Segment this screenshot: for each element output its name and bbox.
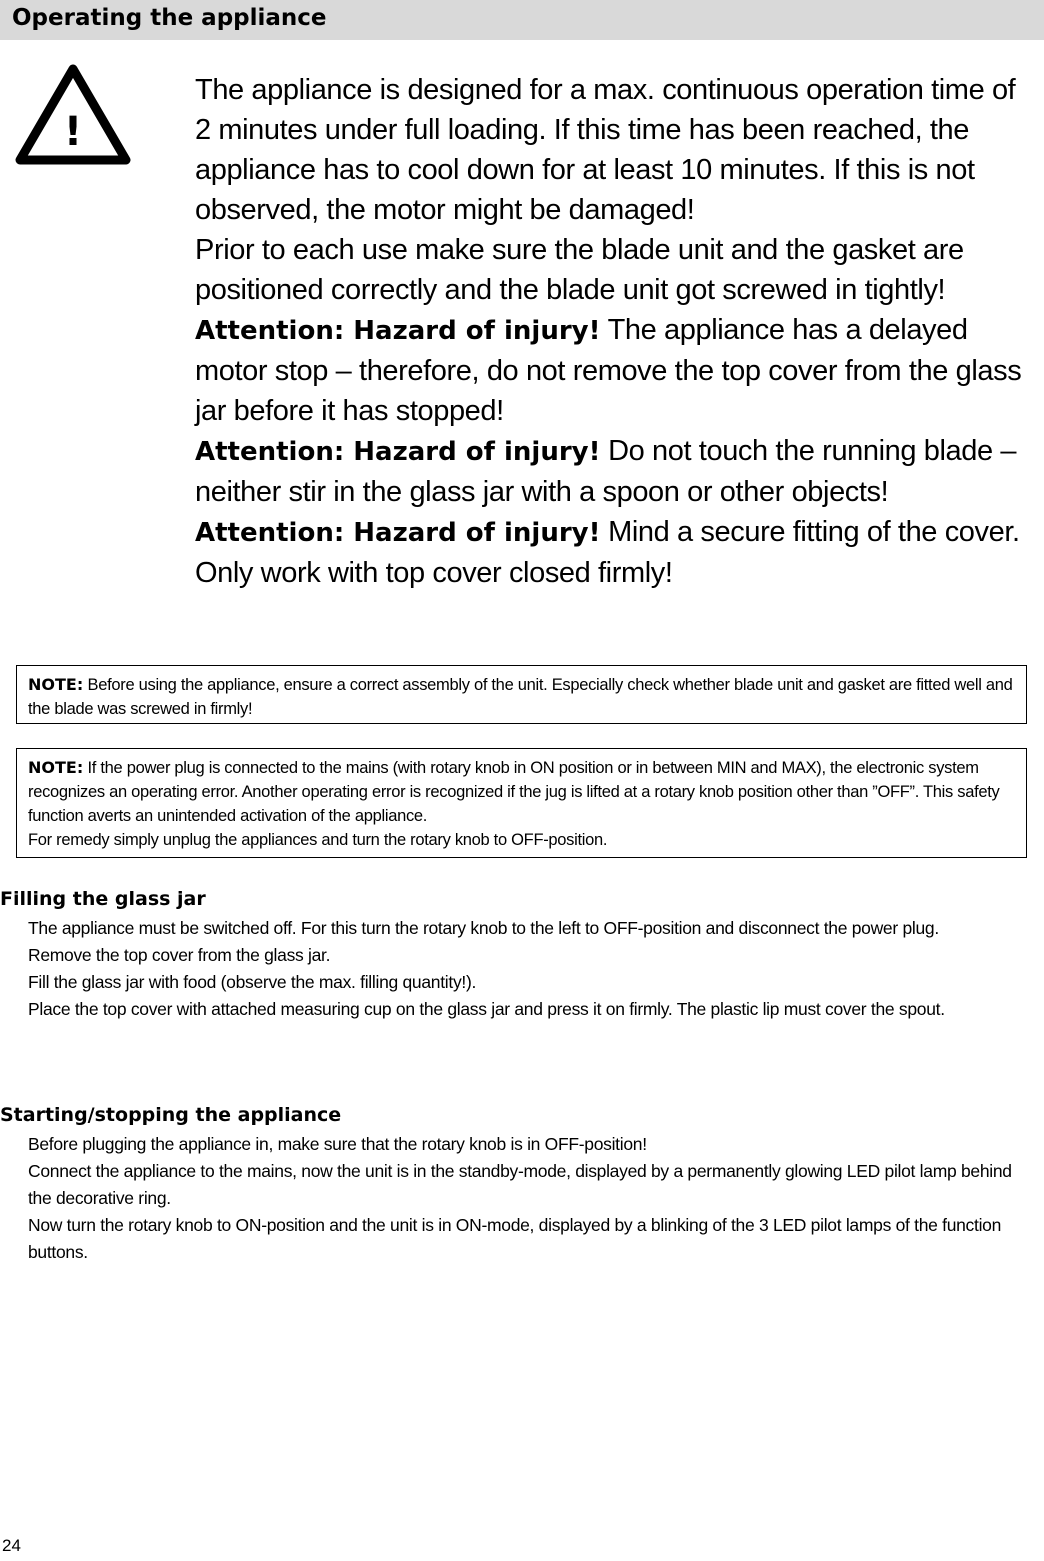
note-label: NOTE: [28,758,84,777]
warning-paragraph-delayed-stop [195,310,1035,431]
warning-paragraph-running-blade [195,431,1035,512]
page-title: Operating the appliance [12,5,327,31]
warning-paragraph-cover-fitting [195,512,1035,593]
attention-label: Attention: Hazard of injury! [195,316,601,346]
warning-text-block [195,70,1035,593]
starting-heading: Starting/stopping the appliance [0,1104,342,1126]
list-item: Connect the appliance to the mains, now the unit is in the standby-mode, displayed by a permanently glowing LED pilot lamp behind the decorative ring. [28,1161,1012,1208]
warning-paragraph-duty-cycle: The appliance is designed for a max. continuous operation time of 2 minutes under full loading. If this time has been reached, the appliance has to cool down for at least 10 minutes. If this is not observed, the motor might be damaged! [195,74,1016,226]
page-number: 24 [2,1536,21,1555]
list-item: Remove the top cover from the glass jar. [28,945,331,965]
warning-paragraph-assembly: Prior to each use make sure the blade unit and the gasket are positioned correctly and the blade unit got screwed in tightly! [195,234,964,306]
list-item: Now turn the rotary knob to ON-position and the unit is in ON-mode, displayed by a blinking of the 3 LED pilot lamps of the function buttons. [28,1215,1002,1262]
warning-triangle-icon [14,62,132,166]
warning-text: Do not touch the running blade – neither stir in the glass jar with a spoon or other objects! [195,435,1017,508]
note-text: If the power plug is connected to the mains (with rotary knob in ON position or in between MIN and MAX), the electronic system recognizes an operating error. Another operating error is recognized if the jug is lifted at a rotary knob position other than ”OFF”. This safety function averts an unintended activation of the appliance. [28,759,1000,825]
note-box-operating-error [16,748,1027,858]
note-box-assembly [16,665,1027,724]
note-text: Before using the appliance, ensure a correct assembly of the unit. Especially check whether blade unit and gasket are fitted well and the blade was screwed in firmly! [28,676,1013,718]
note-label: NOTE: [28,675,84,694]
warning-exclamation: ! [63,109,83,155]
starting-list [28,1131,1018,1266]
section-header-bar [0,0,1044,40]
warning-text: Mind a secure fitting of the cover. Only work with top cover closed firmly! [195,516,1020,589]
list-item: Place the top cover with attached measuring cup on the glass jar and press it on firmly. The plastic lip must cover the spout. [28,999,945,1019]
filling-list [28,915,1018,1023]
list-item: Before plugging the appliance in, make sure that the rotary knob is in OFF-position! [28,1134,647,1154]
warning-text: The appliance has a delayed motor stop – therefore, do not remove the top cover from the glass jar before it has stopped! [195,314,1022,427]
list-item: Fill the glass jar with food (observe the max. filling quantity!). [28,972,477,992]
filling-heading: Filling the glass jar [0,888,206,910]
list-item: The appliance must be switched off. For this turn the rotary knob to the left to OFF-position and disconnect the power plug. [28,918,939,938]
note-remedy-text: For remedy simply unplug the appliances and turn the rotary knob to OFF-position. [28,831,608,849]
attention-label: Attention: Hazard of injury! [195,437,601,467]
attention-label: Attention: Hazard of injury! [195,518,601,548]
